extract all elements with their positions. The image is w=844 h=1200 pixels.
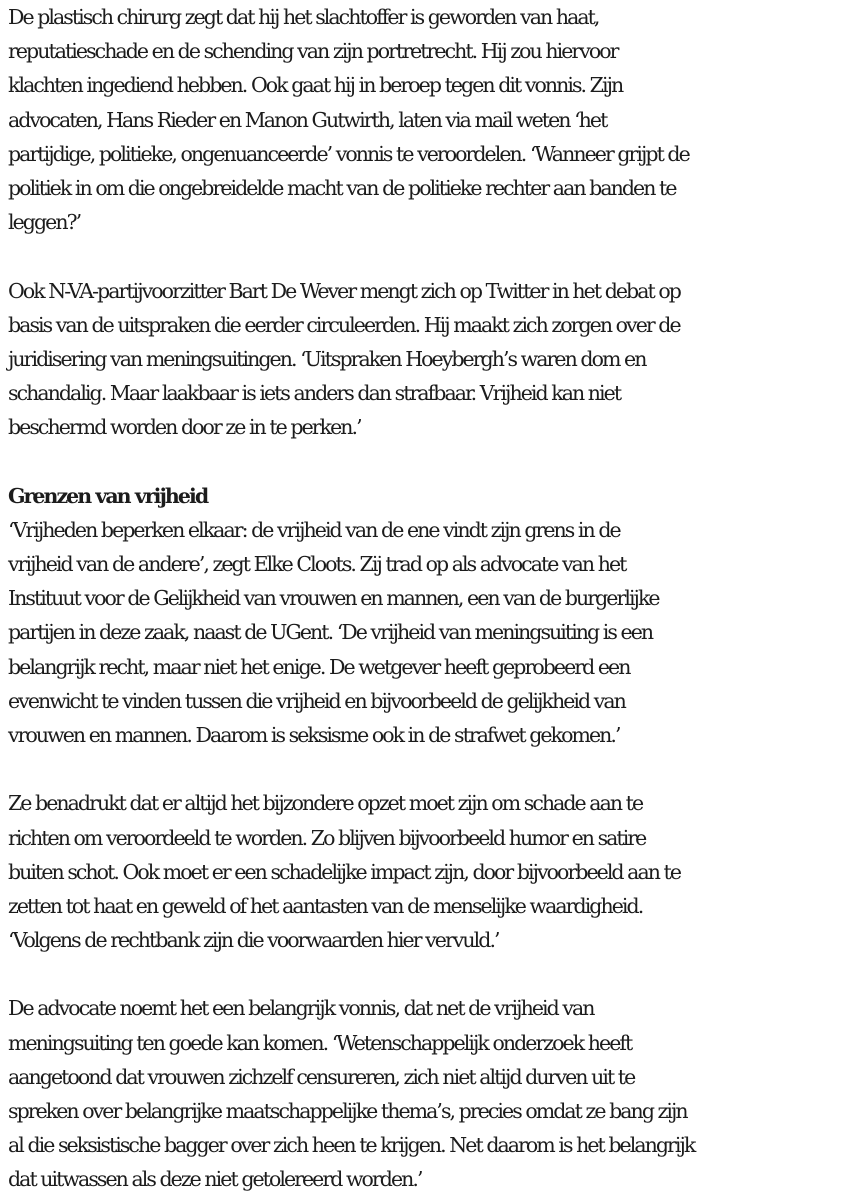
text-line: partijen in deze zaak, naast de UGent. ‘De vrijheid van meningsuiting is een xyxy=(8,620,653,645)
text-line: basis van de uitspraken die eerder circuleerden. Hij maakt zich zorgen over de xyxy=(8,312,680,337)
text-line: evenwicht te vinden tussen die vrijheid en bijvoorbeeld de gelijkheid van xyxy=(8,688,625,713)
text-line: partijdige, politieke, ongenuanceerde’ vonnis te veroordelen. ‘Wanneer grijpt de xyxy=(8,141,689,166)
text-line: aangetoond dat vrouwen zichzelf censureren, zich niet altijd durven uit te xyxy=(8,1064,635,1089)
text-line: juridisering van meningsuitingen. ‘Uitspraken Hoeybergh’s waren dom en xyxy=(8,346,646,371)
text-line: belangrijk recht, maar niet het enige. De wetgever heeft geprobeerd een xyxy=(8,654,630,679)
paragraph-1 xyxy=(8,0,838,239)
text-line: vrijheid van de andere’, zegt Elke Cloots. Zij trad op als advocate van het xyxy=(8,552,626,576)
text-line: reputatieschade en de schending van zijn portretrecht. Hij zou hiervoor xyxy=(8,39,618,64)
text-line: beschermd worden door ze in te perken.’ xyxy=(8,415,361,440)
text-line: politiek in om die ongebreidelde macht van de politieke rechter aan banden te xyxy=(8,175,676,200)
text-line: vrouwen en mannen. Daarom is seksisme ook in de strafwet gekomen.’ xyxy=(8,722,620,747)
text-line: richten om veroordeeld te worden. Zo blijven bijvoorbeeld humor en satire xyxy=(8,825,646,850)
article-body xyxy=(8,0,838,1197)
text-line: al die seksistische bagger over zich heen te krijgen. Net daarom is het belangrijk xyxy=(8,1133,695,1158)
paragraph-spacer xyxy=(8,444,838,478)
paragraph-4 xyxy=(8,786,838,957)
text-line: ‘Vrijheden beperken elkaar: de vrijheid van de ene vindt zijn grens in de xyxy=(8,517,620,542)
section-heading: Grenzen van vrijheid xyxy=(8,483,208,508)
text-line: Ze benadrukt dat er altijd het bijzondere opzet moet zijn om schade aan te xyxy=(8,791,643,816)
text-line: spreken over belangrijke maatschappelijke thema’s, precies omdat ze bang zijn xyxy=(8,1099,687,1123)
text-line: advocaten, Hans Rieder en Manon Gutwirth, laten via mail weten ‘het xyxy=(8,107,607,132)
text-line: buiten schot. Ook moet er een schadelijke impact zijn, door bijvoorbeeld aan te xyxy=(8,859,681,884)
text-line: De advocate noemt het een belangrijk vonnis, dat net de vrijheid van xyxy=(8,996,594,1021)
text-line: klachten ingediend hebben. Ook gaat hij in beroep tegen dit vonnis. Zijn xyxy=(8,73,623,98)
paragraph-spacer xyxy=(8,752,838,786)
text-line: zetten tot haat en geweld of het aantasten van de menselijke waardigheid. xyxy=(8,893,643,918)
text-line: Ook N-VA-partijvoorzitter Bart De Wever mengt zich op Twitter in het debat op xyxy=(8,278,680,303)
text-line: dat uitwassen als deze niet getolereerd worden.’ xyxy=(8,1167,422,1192)
text-line: ‘Volgens de rechtbank zijn die voorwaarden hier vervuld.’ xyxy=(8,928,499,953)
text-line: schandalig. Maar laakbaar is iets anders dan strafbaar. Vrijheid kan niet xyxy=(8,381,621,406)
text-line: leggen?’ xyxy=(8,210,81,235)
paragraph-spacer xyxy=(8,239,838,273)
paragraph-3 xyxy=(8,479,838,753)
paragraph-2 xyxy=(8,274,838,445)
paragraph-5 xyxy=(8,991,838,1196)
text-line: meningsuiting ten goede kan komen. ‘Wetenschappelijk onderzoek heeft xyxy=(8,1030,632,1055)
text-line: Instituut voor de Gelijkheid van vrouwen en mannen, een van de burgerlijke xyxy=(8,586,659,611)
text-line: De plastisch chirurg zegt dat hij het slachtoffer is geworden van haat, xyxy=(8,5,599,29)
paragraph-spacer xyxy=(8,957,838,991)
